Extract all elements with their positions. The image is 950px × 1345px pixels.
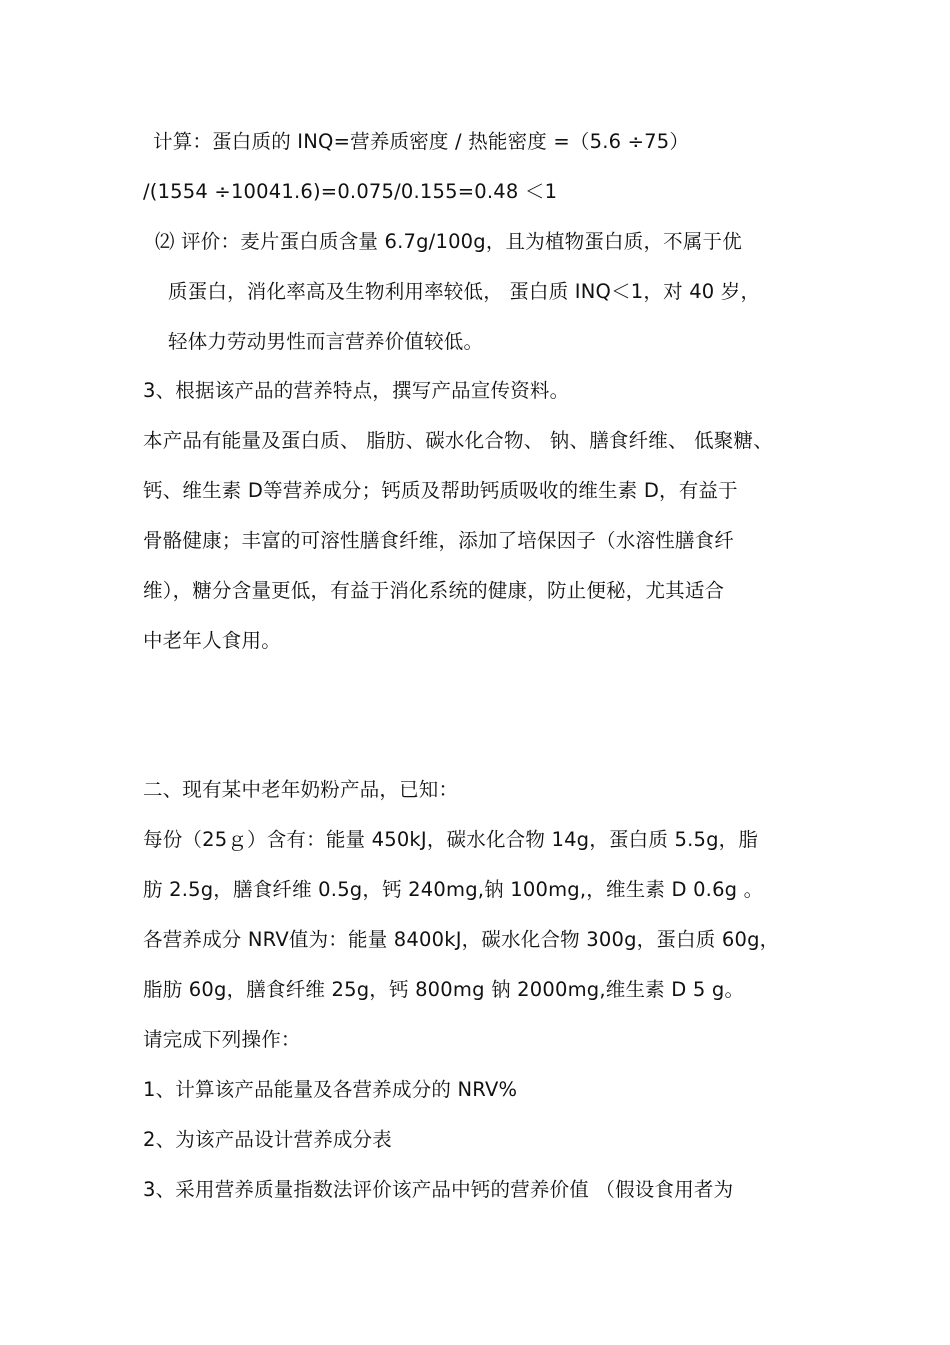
text-line: 质蛋白，消化率高及生物利用率较低， 蛋白质 INQ＜1，对 40 岁， (168, 280, 761, 303)
text-line: 本产品有能量及蛋白质、 脂肪、碳水化合物、 钠、膳食纤维、 低聚糖、 (143, 429, 773, 452)
text-line: 中老年人食用。 (143, 629, 281, 652)
text-line: 各营养成分 NRV值为：能量 8400kJ，碳水化合物 300g，蛋白质 60g， (143, 928, 780, 951)
text-line: ⑵ 评价：麦片蛋白质含量 6.7g/100g，且为植物蛋白质，不属于优 (155, 230, 742, 253)
text-line: 2、为该产品设计营养成分表 (143, 1128, 393, 1151)
text-line: 计算：蛋白质的 INQ=营养质密度 / 热能密度 =（5.6 ÷75） (153, 130, 690, 153)
text-line: 脂肪 60g，膳食纤维 25g，钙 800mg 钠 2000mg,维生素 D 5 g。 (143, 978, 745, 1001)
text-line: /(1554 ÷10041.6)=0.075/0.155=0.48 ＜1 (143, 180, 558, 203)
text-line: 请完成下列操作： (143, 1028, 301, 1051)
text-line: 3、根据该产品的营养特点，撰写产品宣传资料。 (143, 379, 570, 402)
text-line: 维），糖分含量更低，有益于消化系统的健康，防止便秘，尤其适合 (143, 579, 725, 602)
text-line: 每份（25ｇ）含有：能量 450kJ，碳水化合物 14g，蛋白质 5.5g，脂 (143, 828, 759, 851)
text-line: 1、计算该产品能量及各营养成分的 NRV% (143, 1078, 518, 1101)
text-line: 钙、维生素 D等营养成分；钙质及帮助钙质吸收的维生素 D，有益于 (143, 479, 738, 502)
text-line: 骨骼健康；丰富的可溶性膳食纤维，添加了培保因子（水溶性膳食纤 (143, 529, 735, 552)
text-line: 轻体力劳动男性而言营养价值较低。 (168, 330, 484, 353)
text-line: 肪 2.5g，膳食纤维 0.5g，钙 240mg,钠 100mg,，维生素 D 0.6g 。 (143, 878, 764, 901)
section-heading: 二、现有某中老年奶粉产品，已知： (143, 778, 459, 801)
text-line: 3、采用营养质量指数法评价该产品中钙的营养价值 （假设食用者为 (143, 1178, 734, 1201)
